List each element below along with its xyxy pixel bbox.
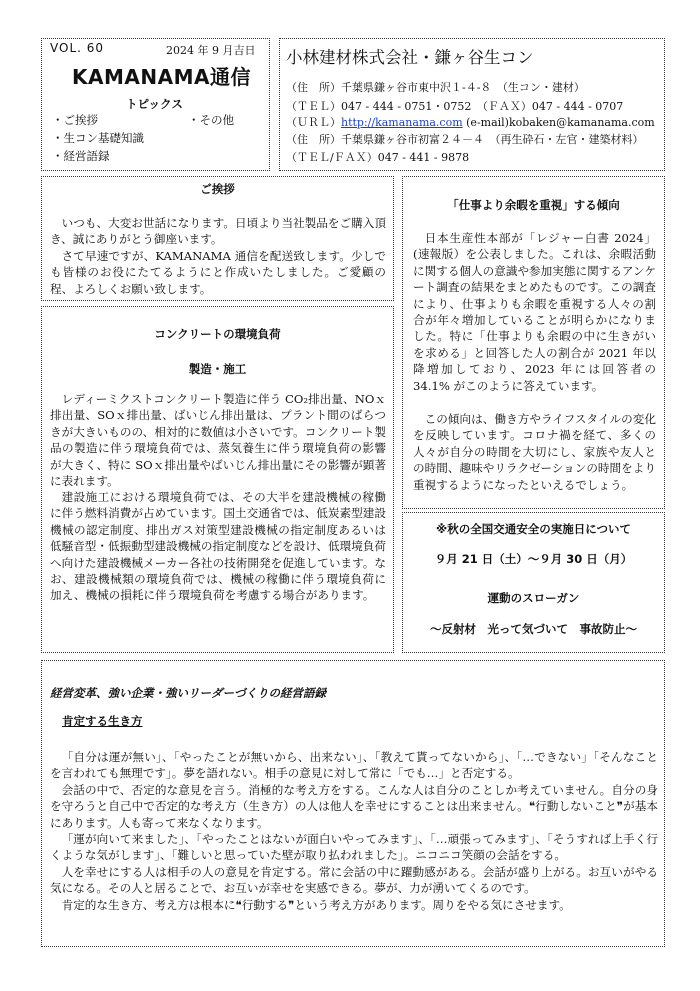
company-info-box	[279, 38, 665, 171]
website-link[interactable]: http://kamanama.com	[341, 116, 463, 129]
leisure-title: 「仕事より余暇を重視」する傾向	[447, 198, 620, 212]
quotes-subtitle: 肯定する生き方	[62, 714, 143, 728]
topic-item: ・生コン基礎知識	[52, 131, 144, 145]
traffic-safety-notice	[402, 512, 665, 653]
volume-number: VOL. 60	[50, 41, 105, 55]
concrete-title: コンクリートの環境負荷	[154, 327, 281, 341]
slogan-label: 運動のスローガン	[487, 591, 580, 605]
company-name: 小林建材株式会社・鎌ヶ谷生コン	[286, 48, 534, 67]
tel-fax-main: （ＴＥＬ）047 - 444 - 0751・0752 （ＦＡＸ）047 - 444 - 0707	[286, 100, 624, 113]
leisure-paragraph: 日本生産性本部が「レジャー白書 2024」(速報版）を公表しました。これは、余暇活動に関する個人の意識や参加実態に関するアンケート調査の結果をまとめたものです。この調査により、仕事よりも余暇を重視する人々の割合が年々増加していることが明らかになりました。特に「仕事よりも余暇の中に生きがいを求める」と回答した人の割合が 2021 年以降増加しており、2023 年には回答者の 34.1% がこのように答えています。	[413, 231, 656, 393]
email-address: (e-mail)kobaken@kamanama.com	[466, 116, 655, 129]
topic-item: ・ご挨拶	[52, 113, 98, 127]
greeting-article	[41, 176, 394, 301]
greeting-title: ご挨拶	[200, 182, 235, 196]
url-line	[286, 114, 655, 130]
safety-slogan: ～反射材 光って気づいて 事故防止～	[430, 622, 637, 636]
masthead-box	[41, 38, 270, 171]
tel-fax-secondary: （ＴＥＬ/ＦＡＸ）047 - 441 - 9878	[286, 151, 470, 164]
quotes-paragraph: 「自分は運が無い」、「やったことが無いから、出来ない」、「教えて貰ってないから」、「…できない」「そんなことを言われても無理です」。夢を語れない。相手の意見に対して常に「でも…」と否定する。	[50, 750, 658, 781]
concrete-subtitle: 製造・施工	[188, 362, 247, 376]
concrete-paragraph: レディーミクストコンクリート製造に伴う CO₂排出量、NOｘ排出量、SOｘ排出量、ばいじん排出量は、プラント間のばらつきが大きいものの、相対的に数値は小さいです。コンクリート製品の製造に伴う環境負荷では、蒸気養生に伴う環境負荷の影響が大きく、特に SOｘ排出量やばいじん排出量にその影響が顕著に表れます。	[50, 392, 386, 489]
issue-date: 2024 年 9 月吉日	[166, 44, 256, 57]
management-quotes-article	[41, 660, 665, 947]
concrete-paragraph: 建設施工における環境負荷では、その大半を建設機械の稼働に伴う燃料消費が占めています。国土交通省では、低炭素型建設機械の認定制度、排出ガス対策型建設機械の指定制度あるいは低騒音型・低振動型建設機械の指定制度などを設け、低環境負荷へ向けた建設機械メーカー各社の技術開発を促進しています。なお、建設機械類の環境負荷では、機械の稼働に伴う環境負荷に加え、機械の損耗に伴う環境負荷を考慮する場合があります。	[50, 490, 386, 603]
address-secondary: （住 所）千葉県鎌ヶ谷市初富２４－４ （再生砕石・左官・建築材料）	[286, 133, 644, 146]
greeting-paragraph: いつも、大変お世話になります。日頃より当社製品をご購入頂き、誠にありがとう御座います。	[50, 216, 386, 247]
topic-item: ・経営語録	[52, 149, 110, 163]
safety-dates: ９月 21 日（土）～９月 30 日（月）	[434, 552, 633, 566]
safety-title: ※秋の全国交通安全の実施日について	[436, 522, 631, 536]
quotes-paragraph: 「運が向いて来ました」、「やったことはないが面白いやってみます」、「…頑張ってみます」、「そうすれば上手く行くような気がします」、「難しいと思っていた壁が取り払われました」。ニコニコ笑顔の会話をする。	[50, 832, 658, 863]
quotes-paragraph: 肯定的な生き方、考え方は根本に❝行動する❞という考え方があります。周りをやる気にさせます。	[61, 898, 571, 912]
leisure-paragraph: この傾向は、働き方やライフスタイルの変化を反映しています。コロナ禍を経て、多くの人々が自分の時間を大切にし、家族や友人との時間、趣味やリラクゼーションの時間をより重視するようになったといえるでしょう。	[413, 412, 656, 492]
topic-item: ・その他	[188, 113, 234, 127]
leisure-article	[402, 176, 665, 509]
newsletter-title: KAMANAMA通信	[72, 65, 251, 89]
quotes-paragraph: 会話の中で、否定的な意見を言う。消極的な考え方をする。こんな人は自分のことしか考えていません。自分の身を守ろうと自己中で否定的な考え方（生き方）の人は他人を幸せにすることは出来ません。❝行動しないこと❞が基本にあります。人も寄って来なくなります。	[50, 783, 658, 830]
quotes-paragraph: 人を幸せにする人は相手の人の意見を肯定する。常に会話の中に躍動感がある。会話が盛り上がる。お互いがやる気になる。その人と居ることで、お互いが幸せを実感できる。夢が、力が湧いてくるのです。	[50, 865, 658, 896]
address-main: （住 所）千葉県鎌ヶ谷市東中沢１-４-８ （生コン・建材）	[286, 81, 585, 94]
quotes-title: 経営変革、強い企業・強いリーダーづくりの経営語録	[50, 686, 326, 700]
topics-heading: トピックス	[126, 97, 183, 111]
greeting-paragraph: さて早速ですが、KAMANAMA 通信を配送致します。少しでも皆様のお役にたてるようにと作成いたしました。ご愛顧の程、よろしくお願い致します。	[50, 249, 386, 296]
url-label: （ＵＲＬ）	[286, 116, 341, 129]
concrete-article	[41, 306, 394, 653]
